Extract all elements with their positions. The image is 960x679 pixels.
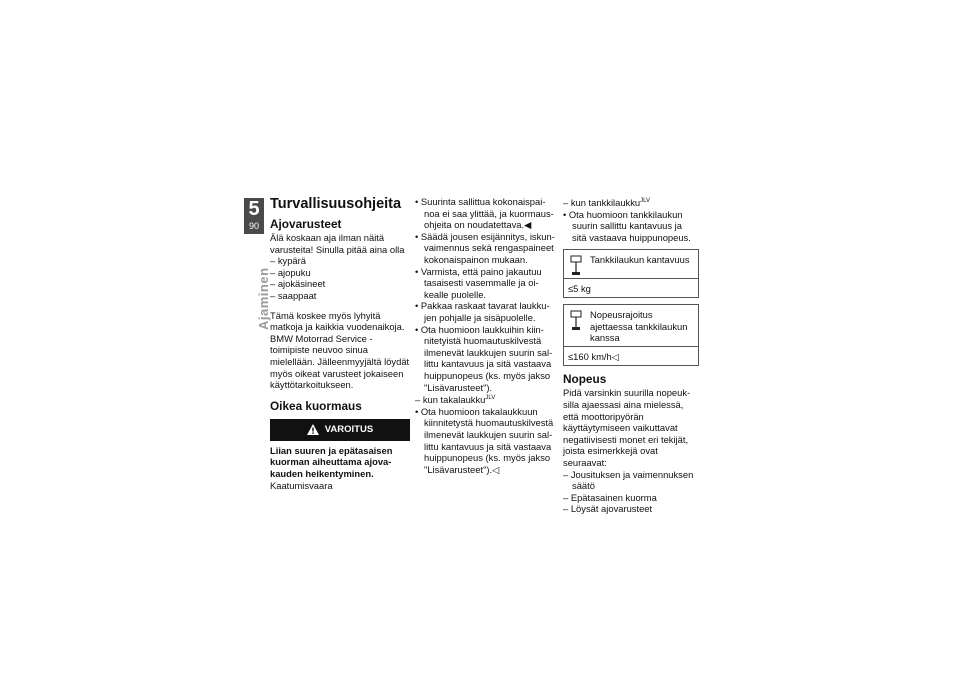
warning-title: Liian suuren ja epätasaisen kuorman aiheuttama ajovakauden heikentyminen. xyxy=(270,444,393,479)
list-item: • Suurinta sallittua kokonaispainoa ei saa ylittää, ja kuormausohjeita on noudatettava.◀ xyxy=(415,196,554,231)
warning-label: VAROITUS xyxy=(324,423,374,435)
equipment-intro: Älä koskaan aja ilman näitä varusteita! Sinulla pitää aina olla xyxy=(270,232,405,255)
heading-load: Oikea kuormaus xyxy=(270,398,362,413)
list-item: – ajokäsineet xyxy=(270,278,326,290)
page-number: 90 xyxy=(248,221,259,231)
list-item: – saappaat xyxy=(270,289,317,301)
list-item: – Epätasainen kuorma xyxy=(563,491,657,503)
list-item: – Löysät ajovarusteet xyxy=(563,503,653,515)
page-title: Turvallisuusohjeita xyxy=(270,196,402,212)
list-item: • Pakkaa raskaat tavarat laukkujen pohjalle ja sisäpuolelle. xyxy=(415,300,550,323)
list-item: – Jousituksen ja vaimennuksen säätö xyxy=(563,468,694,492)
warning-banner xyxy=(270,419,410,441)
weight-gauge-icon xyxy=(568,309,584,331)
weight-gauge-icon xyxy=(568,254,584,276)
list-item: • Ota huomioon takalaukkuun kiinnitetystä huomautuskilvestä ilmenevät laukkujen suurin sallittu kantavuus ja sitä vastaava huippunopeus (ks. myös jakso "Lisävarusteet").◁ xyxy=(415,405,554,475)
list-item: – kun tankkilaukku$^{JLV}$ xyxy=(563,197,651,209)
list-item: – ajopuku xyxy=(270,266,311,278)
spec-label: Tankkilaukun kantavuus xyxy=(590,253,690,265)
column-1 xyxy=(270,196,410,491)
column-3 xyxy=(563,196,699,515)
warning-icon xyxy=(307,424,319,435)
list-item: – kypärä xyxy=(270,255,306,267)
spec-table-speed-limit xyxy=(563,304,699,366)
list-item: • Varmista, että paino jakautuu tasaisesti vasemmalle ja oikealle puolelle. xyxy=(415,265,542,300)
column-2 xyxy=(415,196,555,475)
chapter-side-label: Ajaminen xyxy=(256,267,271,330)
equipment-paragraph: Tämä koskee myös lyhyitä matkoja ja kaikkia vuodenaikoja. BMW Motorrad Service -toimipiste neuvoo sinua mielellään. Jälleenmyyjältä löydät myös oikeat varusteet jokaiseen käyttötarkoitukseen. xyxy=(270,309,410,391)
spec-label: Nopeusrajoitus ajettaessa tankkilaukun kanssa xyxy=(590,309,688,344)
chapter-tab xyxy=(244,198,264,234)
list-item: • Ota huomioon laukkuihin kiinnitetyistä huomautuskilvestä ilmenevät laukkujen suurin sallittu kantavuus ja sitä vastaava huippunopeus (ks. myös jakso "Lisävarusteet"). xyxy=(415,323,553,393)
list-item: – kun takalaukku$^{JLV}$ xyxy=(415,394,496,406)
spec-value: ≤160 km/h◁ xyxy=(568,350,619,362)
chapter-number: 5 xyxy=(248,198,260,220)
list-item: • Säädä jousen esijännitys, iskunvaimennus sekä rengaspaineet kokonaispainon mukaan. xyxy=(415,230,555,265)
warning-text: Kaatumisvaara xyxy=(270,479,333,491)
list-item: • Ota huomioon tankkilaukun suurin sallittu kantavuus ja sitä vastaava huippunopeus. xyxy=(563,208,691,243)
speed-paragraph: Pidä varsinkin suurilla nopeuksilla ajaessasi aina mielessä, että moottoripyörän käyttäytymiseen vaikuttavat negatiivisesti monet eri tekijät, joista esimerkkejä ovat seuraavat: xyxy=(563,387,691,469)
spec-table-tankbag-load xyxy=(563,249,699,299)
heading-speed: Nopeus xyxy=(563,372,607,387)
heading-equipment: Ajovarusteet xyxy=(270,217,342,231)
spec-value: ≤5 kg xyxy=(568,282,591,294)
